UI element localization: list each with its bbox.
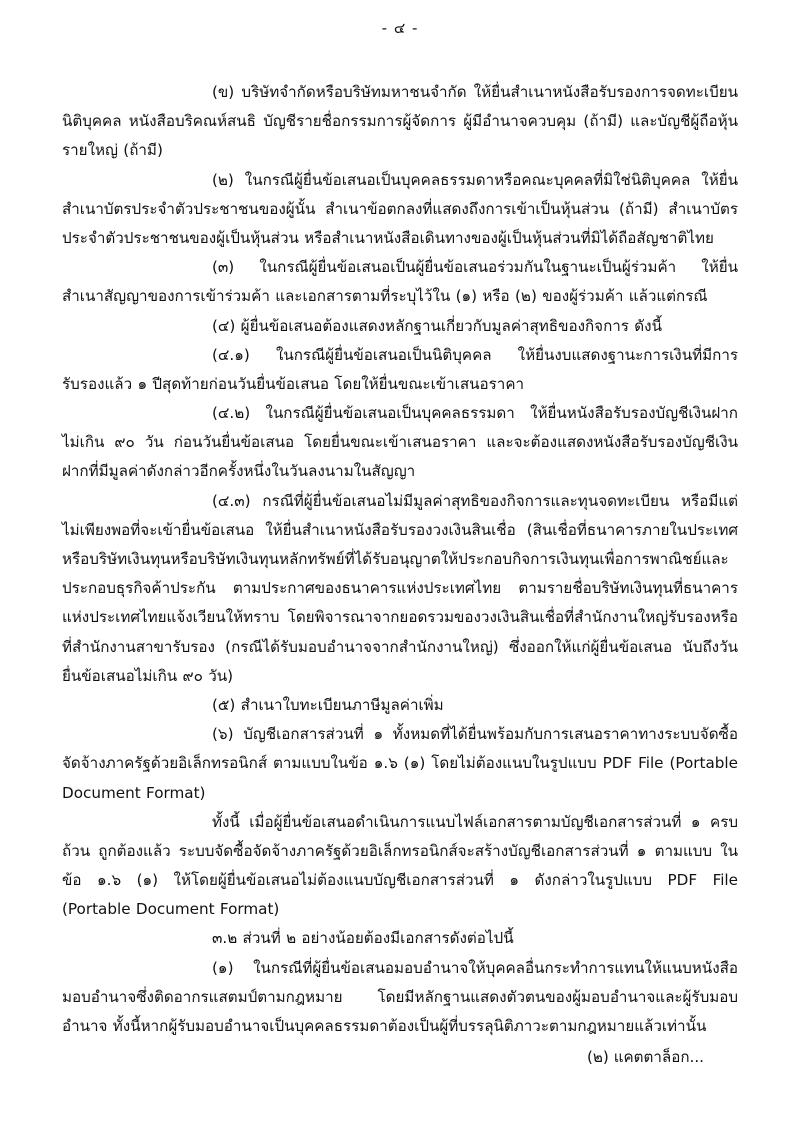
document-body	[0, 40, 800, 1072]
paragraph-item-power: (๑) ในกรณีที่ผู้ยื่นข้อเสนอมอบอำนาจให้บุคคลอื่นกระทำการแทนให้แนบหนังสือมอบอำนาจซึ่งติดอากรแสตมป์ตามกฎหมาย โดยมีหลักฐานแสดงตัวตนของผู้มอบอำนาจและผู้รับมอบอำนาจ ทั้งนี้หากผู้รับมอบอำนาจเป็นบุคคลธรรมดาต้องเป็นผู้ที่บรรลุนิติภาวะตามกฎหมายแล้วเท่านั้น	[62, 958, 738, 1035]
paragraph-item-4-3: (๔.๓) กรณีที่ผู้ยื่นข้อเสนอไม่มีมูลค่าสุทธิของกิจการและทุนจดทะเบียน หรือมีแต่ไม่เพียงพอที่จะเข้ายื่นข้อเสนอ ให้ยื่นสำเนาหนังสือรับรองวงเงินสินเชื่อ (สินเชื่อที่ธนาคารภายในประเทศหรือบริษัทเงินทุนหรือบริษัทเงินทุนหลักทรัพย์ที่ได้รับอนุญาตให้ประกอบกิจการเงินทุนเพื่อการพาณิชย์และประกอบธุรกิจค้าประกัน ตามประกาศของธนาคารแห่งประเทศไทย ตามรายชื่อบริษัทเงินทุนที่ธนาคารแห่งประเทศไทยแจ้งเวียนให้ทราบ โดยพิจารณาจากยอดรวมของวงเงินสินเชื่อที่สำนักงานใหญ่รับรองหรือที่สำนักงานสาขารับรอง (กรณีได้รับมอบอำนาจจากสำนักงานใหญ่) ซึ่งออกให้แก่ผู้ยื่นข้อเสนอ นับถึงวันยื่นข้อเสนอไม่เกิน ๙๐ วัน)	[62, 491, 738, 685]
paragraph-item-4-1: (๔.๑) ในกรณีผู้ยื่นข้อเสนอเป็นนิติบุคคล ให้ยื่นงบแสดงฐานะการเงินที่มีการรับรองแล้ว ๑ ปีสุดท้ายก่อนวันยื่นข้อเสนอ โดยให้ยื่นขณะเข้าเสนอราคา	[62, 345, 738, 393]
paragraph-section-3-2: ๓.๒ ส่วนที่ ๒ อย่างน้อยต้องมีเอกสารดังต่อไปนี้	[212, 929, 514, 948]
paragraph-company-cert: (ข) บริษัทจำกัดหรือบริษัทมหาชนจำกัด ให้ยื่นสำเนาหนังสือรับรองการจดทะเบียน นิติบุคคล หนังสือบริคณห์สนธิ บัญชีรายชื่อกรรมการผู้จัดการ ผู้มีอำนาจควบคุม (ถ้ามี) และบัญชีผู้ถือหุ้นรายใหญ่ (ถ้ามี)	[62, 83, 738, 160]
paragraph-item-3: (๓) ในกรณีผู้ยื่นข้อเสนอเป็นผู้ยื่นข้อเสนอร่วมกันในฐานะเป็นผู้ร่วมค้า ให้ยื่นสำเนาสัญญาของการเข้าร่วมค้า และเอกสารตามที่ระบุไว้ใน (๑) หรือ (๒) ของผู้ร่วมค้า แล้วแต่กรณี	[62, 258, 738, 306]
paragraph-note-complete: ทั้งนี้ เมื่อผู้ยื่นข้อเสนอดำเนินการแนบไฟล์เอกสารตามบัญชีเอกสารส่วนที่ ๑ ครบถ้วน ถูกต้องแล้ว ระบบจัดซื้อจัดจ้างภาครัฐด้วยอิเล็กทรอนิกส์จะสร้างบัญชีเอกสารส่วนที่ ๑ ตามแบบ ในข้อ ๑.๖ (๑) ให้โดยผู้ยื่นข้อเสนอไม่ต้องแนบบัญชีเอกสารส่วนที่ ๑ ดังกล่าวในรูปแบบ PDF File (Portable Document Format)	[62, 812, 738, 919]
paragraph-item-6: (๖) บัญชีเอกสารส่วนที่ ๑ ทั้งหมดที่ได้ยื่นพร้อมกับการเสนอราคาทางระบบจัดซื้อจัดจ้างภาครัฐด้วยอิเล็กทรอนิกส์ ตามแบบในข้อ ๑.๖ (๑) โดยไม่ต้องแนบในรูปแบบ PDF File (Portable Document Format)	[62, 725, 738, 802]
paragraph-item-2: (๒) ในกรณีผู้ยื่นข้อเสนอเป็นบุคคลธรรมดาหรือคณะบุคคลที่มิใช่นิติบุคคล ให้ยื่นสำเนาบัตรประจำตัวประชาชนของผู้นั้น สำเนาข้อตกลงที่แสดงถึงการเข้าเป็นหุ้นส่วน (ถ้ามี) สำเนาบัตรประจำตัวประชาชนของผู้เป็นหุ้นส่วน หรือสำเนาหนังสือเดินทางของผู้เป็นหุ้นส่วนที่มิได้ถือสัญชาติไทย	[62, 170, 738, 247]
paragraph-item-4-2: (๔.๒) ในกรณีผู้ยื่นข้อเสนอเป็นบุคคลธรรมดา ให้ยื่นหนังสือรับรองบัญชีเงินฝาก ไม่เกิน ๙๐ วัน ก่อนวันยื่นข้อเสนอ โดยยื่นขณะเข้าเสนอราคา และจะต้องแสดงหนังสือรับรองบัญชีเงินฝากที่มีมูลค่าดังกล่าวอีกครั้งหนึ่งในวันลงนามในสัญญา	[62, 404, 738, 481]
paragraph-item-4: (๔) ผู้ยื่นข้อเสนอต้องแสดงหลักฐานเกี่ยวกับมูลค่าสุทธิของกิจการ ดังนี้	[212, 316, 662, 335]
paragraph-item-5: (๕) สำเนาใบทะเบียนภาษีมูลค่าเพิ่ม	[212, 695, 444, 714]
page-number: - ๔ -	[381, 19, 419, 37]
closing-line: (๒) แคตตาล็อก...	[587, 1048, 704, 1067]
